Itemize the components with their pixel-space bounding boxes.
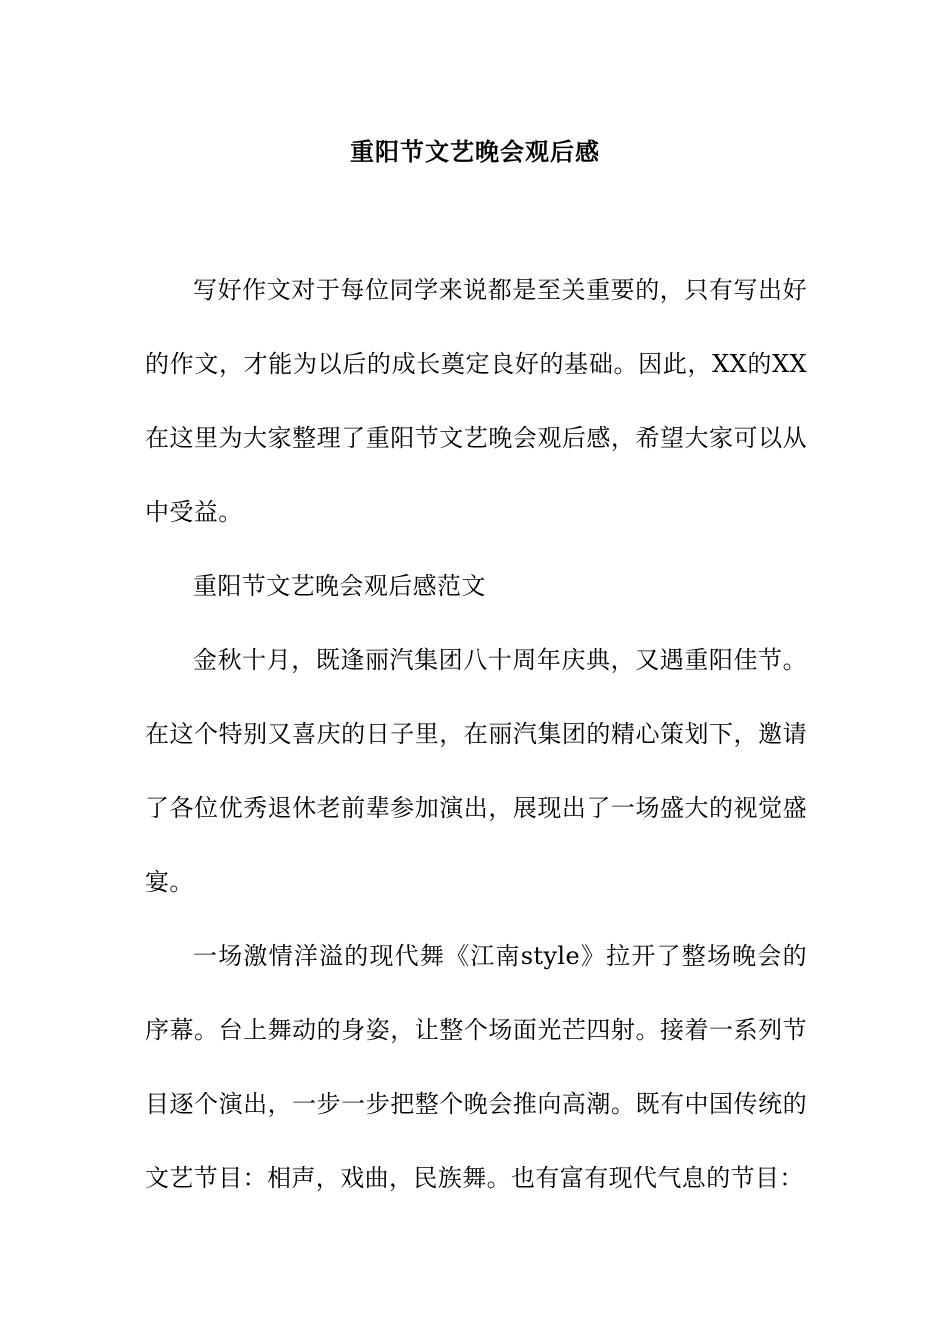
document-body — [145, 253, 807, 1215]
section-heading: 重阳节文艺晚会观后感范文 — [193, 572, 486, 600]
body-paragraph-1: 金秋十月，既逢丽汽集团八十周年庆典，又遇重阳佳节。在这个特别又喜庆的日子里，在丽汽集团的精心策划下，邀请了各位优秀退休老前辈参加演出，展现出了一场盛大的视觉盛宴。 — [145, 646, 807, 896]
document-title: 重阳节文艺晚会观后感 — [350, 137, 600, 166]
body-paragraph-2: 一场激情洋溢的现代舞《江南style》拉开了整场晚会的序幕。台上舞动的身姿，让整个场面光芒四射。接着一系列节目逐个演出，一步一步把整个晚会推向高潮。既有中国传统的文艺节目：相声，戏曲，民族舞。也有富有现代气息的节目： — [145, 942, 807, 1192]
intro-paragraph: 写好作文对于每位同学来说都是至关重要的，只有写出好的作文，才能为以后的成长奠定良好的基础。因此，XX的XX在这里为大家整理了重阳节文艺晚会观后感，希望大家可以从中受益。 — [145, 276, 807, 526]
